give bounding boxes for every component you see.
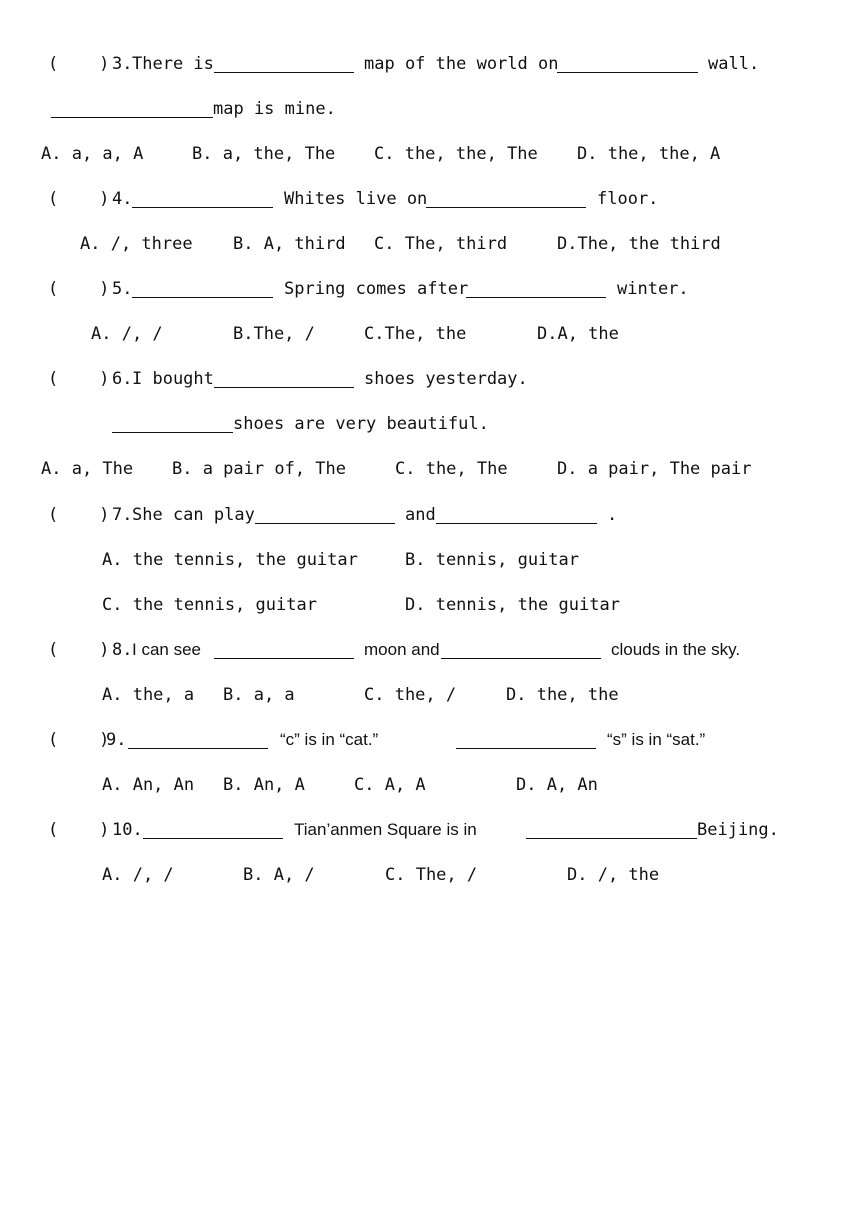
answer-blank[interactable] <box>526 838 697 839</box>
option-d[interactable]: D. the, the <box>506 685 619 705</box>
answer-blank[interactable] <box>441 658 601 659</box>
option-b[interactable]: B. A, third <box>233 234 346 254</box>
answer-blank[interactable] <box>214 387 354 388</box>
option-b[interactable]: B. a, a <box>223 685 295 705</box>
answer-paren: ( ) <box>48 505 110 525</box>
answer-paren: ( ) <box>48 189 110 209</box>
answer-blank[interactable] <box>143 838 283 839</box>
question-text: floor. <box>597 189 659 209</box>
option-b[interactable]: B. a, the, The <box>192 144 336 164</box>
answer-paren: ( ) <box>48 730 110 750</box>
question-text: There is <box>132 54 214 74</box>
answer-blank[interactable] <box>436 523 597 524</box>
answer-blank[interactable] <box>426 207 586 208</box>
option-d[interactable]: D.A, the <box>537 324 619 344</box>
option-d[interactable]: D. a pair, The pair <box>557 459 752 479</box>
question-text: “s” is in “sat.” <box>607 730 706 749</box>
question-text: Tian’anmen Square is in <box>294 820 477 839</box>
answer-blank[interactable] <box>255 523 395 524</box>
question-10-options <box>0 864 860 996</box>
answer-blank[interactable] <box>51 117 213 118</box>
question-text: moon and <box>364 640 440 659</box>
question-text: . <box>607 505 618 525</box>
question-text: clouds in the sky. <box>611 640 741 659</box>
option-d[interactable]: D. A, An <box>516 775 598 795</box>
answer-blank[interactable] <box>214 658 354 659</box>
answer-paren: ( ) <box>48 640 110 660</box>
option-a[interactable]: A. /, / <box>91 324 163 344</box>
question-number: 5. <box>112 279 133 299</box>
option-c[interactable]: C. the, The <box>395 459 508 479</box>
option-c[interactable]: C. the, / <box>364 685 457 705</box>
answer-blank[interactable] <box>456 748 596 749</box>
option-d[interactable]: D.The, the third <box>557 234 721 254</box>
option-a[interactable]: A. An, An <box>102 775 195 795</box>
option-b[interactable]: B. A, / <box>243 865 315 885</box>
answer-blank[interactable] <box>214 72 354 73</box>
question-text: shoes yesterday. <box>364 369 528 389</box>
question-text: map of the world on <box>364 54 559 74</box>
option-b[interactable]: B. a pair of, The <box>172 459 346 479</box>
option-a[interactable]: A. /, three <box>80 234 193 254</box>
option-d[interactable]: D. tennis, the guitar <box>405 595 620 615</box>
answer-paren: ( ) <box>48 820 110 840</box>
question-text: map is mine. <box>213 99 336 119</box>
question-number: 7. <box>112 505 133 525</box>
option-c[interactable]: C.The, the <box>364 324 467 344</box>
option-a[interactable]: A. a, The <box>41 459 134 479</box>
answer-paren: ( ) <box>48 54 110 74</box>
question-number: 3. <box>112 54 133 74</box>
option-c[interactable]: C. The, / <box>385 865 478 885</box>
question-number: 9. <box>106 730 127 750</box>
answer-paren: ( ) <box>48 279 110 299</box>
question-text: shoes are very beautiful. <box>233 414 489 434</box>
question-text: winter. <box>617 279 689 299</box>
answer-blank[interactable] <box>112 432 233 433</box>
option-c[interactable]: C. the tennis, guitar <box>102 595 317 615</box>
option-a[interactable]: A. the, a <box>102 685 195 705</box>
option-a[interactable]: A. a, a, A <box>41 144 144 164</box>
option-d[interactable]: D. the, the, A <box>577 144 721 164</box>
question-text: Beijing. <box>697 820 779 840</box>
option-c[interactable]: C. the, the, The <box>374 144 538 164</box>
question-number: 8. <box>112 640 133 660</box>
answer-blank[interactable] <box>132 207 273 208</box>
answer-blank[interactable] <box>132 297 273 298</box>
option-c[interactable]: C. The, third <box>374 234 508 254</box>
question-text: “c” is in “cat.” <box>280 730 379 749</box>
option-a[interactable]: A. /, / <box>102 865 174 885</box>
question-text: I bought <box>132 369 214 389</box>
answer-blank[interactable] <box>557 72 698 73</box>
question-number: 10. <box>112 820 143 840</box>
option-b[interactable]: B. tennis, guitar <box>405 550 579 570</box>
option-b[interactable]: B. An, A <box>223 775 305 795</box>
question-text: She can play <box>132 505 255 525</box>
question-text: I can see <box>132 640 201 659</box>
option-c[interactable]: C. A, A <box>354 775 426 795</box>
option-a[interactable]: A. the tennis, the guitar <box>102 550 358 570</box>
option-d[interactable]: D. /, the <box>567 865 660 885</box>
question-number: 6. <box>112 369 133 389</box>
question-text: Whites live on <box>284 189 428 209</box>
question-text: wall. <box>708 54 760 74</box>
answer-blank[interactable] <box>466 297 606 298</box>
answer-blank[interactable] <box>128 748 268 749</box>
question-number: 4. <box>112 189 133 209</box>
question-text: Spring comes after <box>284 279 469 299</box>
question-text: and <box>405 505 436 525</box>
option-b[interactable]: B.The, / <box>233 324 315 344</box>
answer-paren: ( ) <box>48 369 110 389</box>
